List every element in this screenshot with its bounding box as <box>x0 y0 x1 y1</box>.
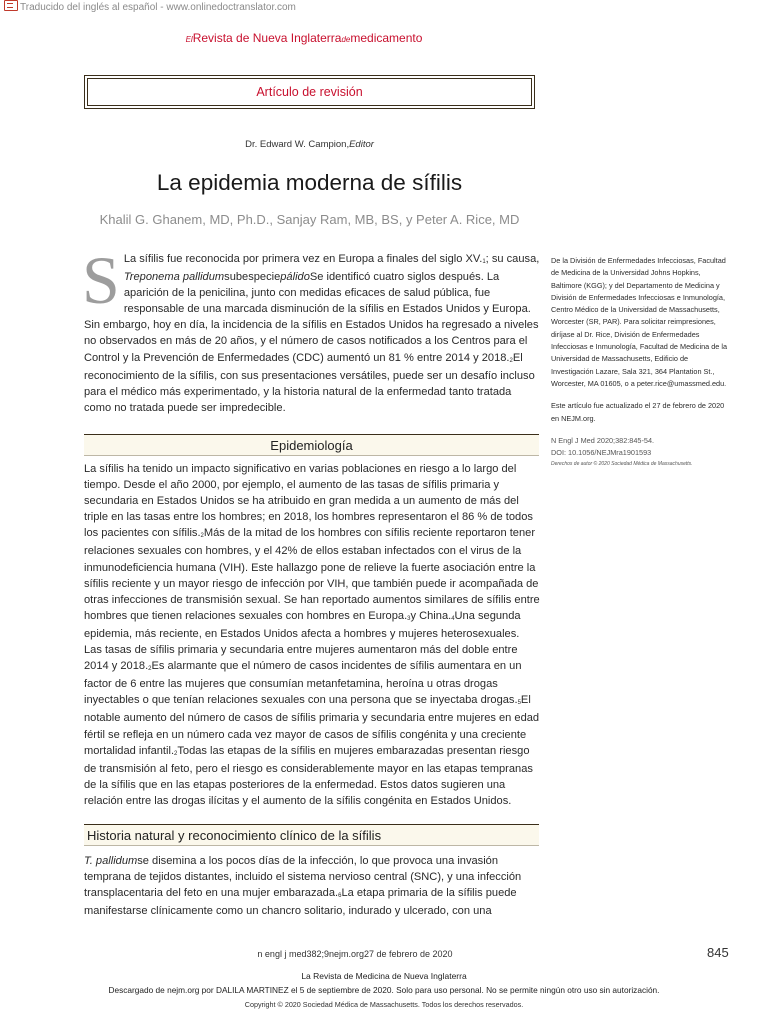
editor-line <box>84 139 535 150</box>
footer-copyright: Copyright © 2020 Sociedad Médica de Massachusetts. Todos los derechos reservados. <box>244 1000 524 1009</box>
nh-text-1: se disemina a los pocos días de la infección, lo que provoca una invasión temprana de tejidos distantes, incluido el sistema nervioso central (SNC), y una infección transplacentaria del feto en una mujer embarazada. <box>84 855 522 900</box>
citation: N Engl J Med 2020;382:845-54. <box>551 435 655 445</box>
doi-link[interactable]: DOI: 10.1056/NEJMra1901593 <box>551 448 652 458</box>
reference-marker[interactable]: 2 <box>148 666 152 673</box>
author-affiliation: De la División de Enfermedades Infecciosas, Facultad de Medicina de la Universidad Johns Hopkins, Baltimore (KGG); y del Departamento de Medicina y División de Enfermedades Infecciosas e Inmunología, Centro Médico de la Universidad de Massachusetts, Worcester (SR, PAR). Para solicitar reimpresiones, diríjase al Dr. Rice, División de Enfermedades Infecciosas e Inmunología, Facultad de Medicina de la Universidad de Massachusetts, Edificio de Investigación Lazare, Sala 321, 364 Plantation St., Worcester, MA 01605, o a peter.rice@umassmed.edu. <box>551 256 728 388</box>
reference-marker[interactable]: 1 <box>482 259 486 265</box>
intro-text-1: La sífilis fue reconocida por primera vez en Europa a finales del siglo XV. <box>123 253 483 265</box>
reference-marker[interactable]: 5 <box>517 700 521 707</box>
journal-title <box>0 31 608 45</box>
reference-marker[interactable]: 2 <box>200 533 204 540</box>
epi-text-1: La sífilis ha tenido un impacto significativo en varias poblaciones en riesgo a lo largo del tiempo. Desde el año 2000, por ejemplo, el aumento de las tasas de sífilis primaria y secundaria en Estados Unidos se ha atribuido en gran medida a un aumento de más del triple en las tasas entre los hombres; en 2018, los hombres representaron el 86 % de todos los pacientes con sífilis. <box>84 463 533 540</box>
journal-connector: de <box>341 35 351 44</box>
section-heading-epidemiology: Epidemiología <box>84 434 539 456</box>
article-type-label: Artículo de revisión <box>87 78 532 106</box>
epi-text-6: El notable aumento del número de casos de sífilis primaria y secundaria entre mujeres en edad fértil se refleja en un número cada vez mayor de casos de sífilis congénita y una creciente mortalidad infantil. <box>84 694 540 757</box>
article-title: La epidemia moderna de sífilis <box>156 170 463 195</box>
page-number: 845 <box>707 945 729 960</box>
translator-text[interactable]: Traducido del inglés al español - www.onlinedoctranslator.com <box>20 2 296 13</box>
translate-icon <box>4 0 18 11</box>
reference-marker[interactable]: 2 <box>174 750 178 757</box>
intro-paragraph <box>82 242 540 416</box>
reference-marker[interactable]: 3 <box>407 615 411 622</box>
reference-marker[interactable]: 2 <box>509 357 513 364</box>
intro-text-4: Se identificó cuatro siglos después. La aparición de la penicilina, junto con medidas eficaces de salud pública, fue responsable de una marcada disminución de la sífilis en Estados Unidos y Europa. Sin embargo, hoy en día, la incidencia de la sífilis en Estados Unidos ha regresado a niveles no observados en más de 20 años, y el número de casos notificados a los Centros para el Control y la Prevención de Enfermedades (CDC) aumentó un 81 % entre 2014 y 2018. <box>84 271 539 364</box>
sidebar-affiliations <box>551 255 731 469</box>
section-heading-natural-history: Historia natural y reconocimiento clínico de la sífilis <box>84 824 539 846</box>
species-name: T. pallidum <box>84 855 138 867</box>
reference-marker[interactable]: 6 <box>338 893 342 900</box>
footer-citation: n engl j med382;9nejm.org27 de febrero de 2020 <box>257 949 453 959</box>
natural-history-text <box>84 853 540 919</box>
epi-text-4: Una segunda epidemia, más reciente, en Estados Unidos afecta a hombres y mujeres heterosexuales. Las tasas de sífilis primaria y secundaria entre mujeres aumentaron más del doble entre 2014 y 2018. <box>84 609 521 673</box>
reference-marker[interactable]: 4 <box>451 615 455 622</box>
epi-text-7: Todas las etapas de la sífilis en mujeres embarazadas presentan riesgo de transmisión al feto, pero el riesgo es considerablemente mayor en las etapas tempranas de la sífilis que en las etapas posteriores de la enfermedad. Estos datos sugieren una relación entre las drogas ilícitas y el aumento de la sífilis congénita en Estados Unidos. <box>84 744 533 807</box>
journal-name-part2: medicamento <box>350 31 423 45</box>
subspecies-name: pálido <box>280 271 310 284</box>
download-notice: Descargado de nejm.org por DALILA MARTINEZ el 5 de septiembre de 2020. Solo para uso personal. No se permite ningún otro uso sin autorización. <box>108 985 660 995</box>
journal-prefix: El <box>185 35 193 44</box>
epidemiology-text <box>84 461 540 809</box>
editor-role: Editor <box>349 139 374 150</box>
sidebar-copyright: Derechos de autor © 2020 Sociedad Médica de Massachusetts. <box>551 461 693 468</box>
editor-name: Dr. Edward W. Campion, <box>245 139 350 150</box>
nh-text-2: La etapa primaria de la sífilis puede manifestarse clínicamente como un chancro solitario, indurado y ulcerado, con una <box>84 887 517 918</box>
intro-text-3: subespecie <box>224 271 281 284</box>
epi-text-3: y China. <box>410 609 452 622</box>
species-name: Treponema pallidum <box>123 271 225 284</box>
translator-link[interactable] <box>4 0 296 13</box>
drop-cap: S <box>82 242 120 318</box>
footer-journal-name: La Revista de Medicina de Nueva Inglaterra <box>301 971 467 981</box>
update-note: Este artículo fue actualizado el 27 de febrero de 2020 en NEJM.org. <box>551 401 725 423</box>
epi-text-5: Es alarmante que el número de casos incidentes de sífilis aumentara en un factor de 6 entre las mujeres que consumían metanfetamina, heroína u otras drogas inyectables o que tenían relaciones sexuales con una persona que se inyectaba drogas. <box>84 660 522 707</box>
journal-name-part1: Revista de Nueva Inglaterra <box>192 31 342 45</box>
article-type-box <box>84 75 535 109</box>
intro-text-2: ; su causa, <box>485 253 540 265</box>
intro-text-5: El reconocimiento de la sífilis, con sus presentaciones versátiles, puede ser un desafío incluso para el médico más experimentado, y la historia natural de la enfermedad tanto tratada como no tratada puede ser impredecible. <box>84 351 535 414</box>
epi-text-2: Más de la mitad de los hombres con sífilis reciente reportaron tener relaciones sexuales con hombres, y el 42% de ellos estaban infectados con el virus de la inmunodeficiencia humana (VIH). Este hallazgo pone de relieve la fuerte asociación entre la sífilis reciente y un mayor riesgo de infección por VIH, que también puede ir acompañada de otras infecciones de transmisión sexual. Se han reportado aumentos similares de sífilis entre hombres que tienen relaciones sexuales con hombres en Europa. <box>84 527 540 622</box>
authors: Khalil G. Ghanem, MD, Ph.D., Sanjay Ram, MB, BS, y Peter A. Rice, MD <box>99 212 520 227</box>
